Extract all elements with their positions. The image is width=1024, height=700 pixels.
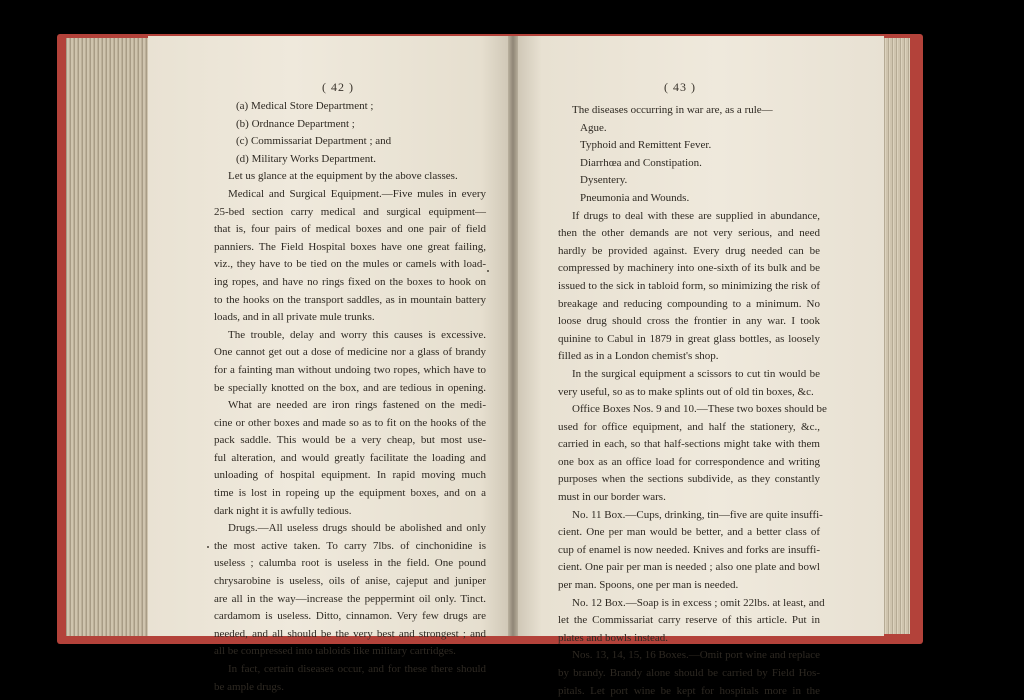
text-line: (b) Ordnance Department ; xyxy=(236,117,355,130)
text-line: plates and bowls instead. xyxy=(558,631,668,644)
text-line: Pneumonia and Wounds. xyxy=(580,191,690,204)
text-line: unloading of hospital equipment. In rapid moving much xyxy=(214,469,486,482)
text-line: (a) Medical Store Department ; xyxy=(236,100,374,112)
text-line: cup of enamel is now needed. Knives and forks are insuffi- xyxy=(558,543,820,556)
text-line: No. 12 Box.—Soap is in excess ; omit 22lbs. at least, and xyxy=(572,596,825,609)
text-line: The diseases occurring in war are, as a rule— xyxy=(572,104,773,116)
text-line: One cannot get out a dose of medicine nor a glass of brandy xyxy=(214,346,486,359)
text-line: pitals. Let port wine be kept for hospitals more in the xyxy=(558,684,820,697)
text-line: issued to the sick in tabloid form, so minimizing the risk of xyxy=(558,279,820,292)
text-line: (c) Commissariat Department ; and xyxy=(236,135,392,148)
page-edges-right xyxy=(882,38,910,634)
text-line: purposes when the sections subdivide, as they constantly xyxy=(558,473,820,486)
text-line: cient. One pair per man is needed ; also one plate and bowl xyxy=(558,561,820,574)
left-page-text xyxy=(214,98,486,696)
text-line: for a fainting man without undoing two ropes, which have to xyxy=(214,363,486,376)
text-line: What are needed are iron rings fastened on the medi- xyxy=(228,399,486,412)
text-line: Nos. 13, 14, 15, 16 Boxes.—Omit port wine and replace xyxy=(572,649,821,662)
text-line: cient. One per man would be better, and a better class of xyxy=(558,526,820,539)
right-page-number: ( 43 ) xyxy=(664,80,696,94)
text-line: compressed by machinery into one-sixth of its bulk and be xyxy=(558,262,820,275)
text-line: needed, and all should be the very best and strongest ; and xyxy=(214,627,486,640)
text-line: that is, four pairs of medical boxes and one pair of field xyxy=(214,223,486,236)
text-line: dark night it is awfully tedious. xyxy=(214,504,352,517)
text-line: are all in the way—increase the peppermint oil only. Tinct. xyxy=(214,592,486,605)
text-line: No. 11 Box.—Cups, drinking, tin—five are quite insuffi- xyxy=(572,508,823,521)
text-line: let the Commissariat carry reserve of this article. Put in xyxy=(558,614,820,627)
text-line: Let us glance at the equipment by the above classes. xyxy=(228,170,458,183)
text-line: all be compressed into tabloids like military cartridges. xyxy=(214,645,456,658)
page-edges-left xyxy=(66,38,150,636)
text-line: Office Boxes Nos. 9 and 10.—These two boxes should be xyxy=(572,403,827,416)
text-line: breakage and reducing compounding to a minimum. No xyxy=(558,297,820,310)
text-line: If drugs to deal with these are supplied in abundance, xyxy=(572,209,820,222)
text-line: pack saddle. This would be a very cheap, but most use- xyxy=(214,434,486,447)
text-line: Typhoid and Remittent Fever. xyxy=(580,139,712,152)
text-line: cardamom is useless. Ditto, cinnamon. Very few drugs are xyxy=(214,610,486,623)
book-gutter xyxy=(508,36,518,636)
text-line: per man. Spoons, one per man is needed. xyxy=(558,579,739,592)
text-line: by brandy. Brandy alone should be carried by Field Hos- xyxy=(558,667,820,679)
text-line: loose drug should cross the frontier in any war. I took xyxy=(558,315,820,328)
text-line: In fact, certain diseases occur, and for these there should xyxy=(228,663,486,675)
text-line: panniers. The Field Hospital boxes have one great failing, xyxy=(214,240,486,253)
text-line: be specially knotted on the box, and are tedious in opening. xyxy=(214,381,486,394)
left-page-number: ( 42 ) xyxy=(322,80,354,94)
text-line: carried in each, so that half-sections might take with them xyxy=(558,438,820,451)
text-line: ful alteration, and would greatly facilitate the loading and xyxy=(214,451,486,464)
text-line: Drugs.—All useless drugs should be abolished and only xyxy=(228,522,486,535)
text-line: chrysarobine is useless, oils of anise, cajeput and juniper xyxy=(214,575,486,588)
text-line: the most active taken. To carry 7lbs. of cinchonidine is xyxy=(214,539,486,552)
text-line: very useful, so as to make splints out of old tin boxes, &c. xyxy=(558,385,814,398)
text-line: be ample drugs. xyxy=(214,680,284,693)
text-line: must in our border wars. xyxy=(558,491,666,504)
text-line: cine or other boxes and made so as to fit on the hooks of the xyxy=(214,416,486,429)
text-line: Ague. xyxy=(580,121,607,134)
text-line: Medical and Surgical Equipment.—Five mules in every xyxy=(228,187,486,200)
text-line: Dysentery. xyxy=(580,174,628,187)
text-line: Diarrhœa and Constipation. xyxy=(580,156,702,169)
text-line: hardly be provided against. Every drug needed can be xyxy=(558,244,820,257)
text-line: then the other demands are not very serious, and need xyxy=(558,227,820,240)
text-line: filled as in a London chemist's shop. xyxy=(558,350,719,363)
text-line: The trouble, delay and worry this causes is excessive. xyxy=(228,328,486,341)
text-line: loads, and in all private mule trunks. xyxy=(214,311,375,324)
text-line: viz., they have to be tied on the mules or camels with load- xyxy=(214,258,486,271)
text-line: useless ; calumba root is useless in the field. One pound xyxy=(214,557,486,570)
text-line: 25-bed section carry medical and surgical equipment— xyxy=(214,205,486,218)
text-line: ing ropes, and have no rings fixed on the boxes to hook on xyxy=(214,275,486,288)
text-line: In the surgical equipment a scissors to cut tin would be xyxy=(572,367,820,380)
text-line: one box as an office load for correspondence and writing xyxy=(558,455,820,468)
text-line: (d) Military Works Department. xyxy=(236,152,377,165)
text-line: quinine to Cabul in 1879 in great glass bottles, as loosely xyxy=(558,332,820,345)
right-page-text xyxy=(558,102,827,700)
page-speck xyxy=(207,546,209,548)
page-speck xyxy=(487,270,489,272)
text-line: to the hooks on the transport saddles, as in mountain battery xyxy=(214,293,486,306)
text-line: used for office equipment, and half the stationery, &c., xyxy=(558,420,820,433)
text-line: time is lost in ropeing up the equipment boxes, and on a xyxy=(214,487,486,500)
